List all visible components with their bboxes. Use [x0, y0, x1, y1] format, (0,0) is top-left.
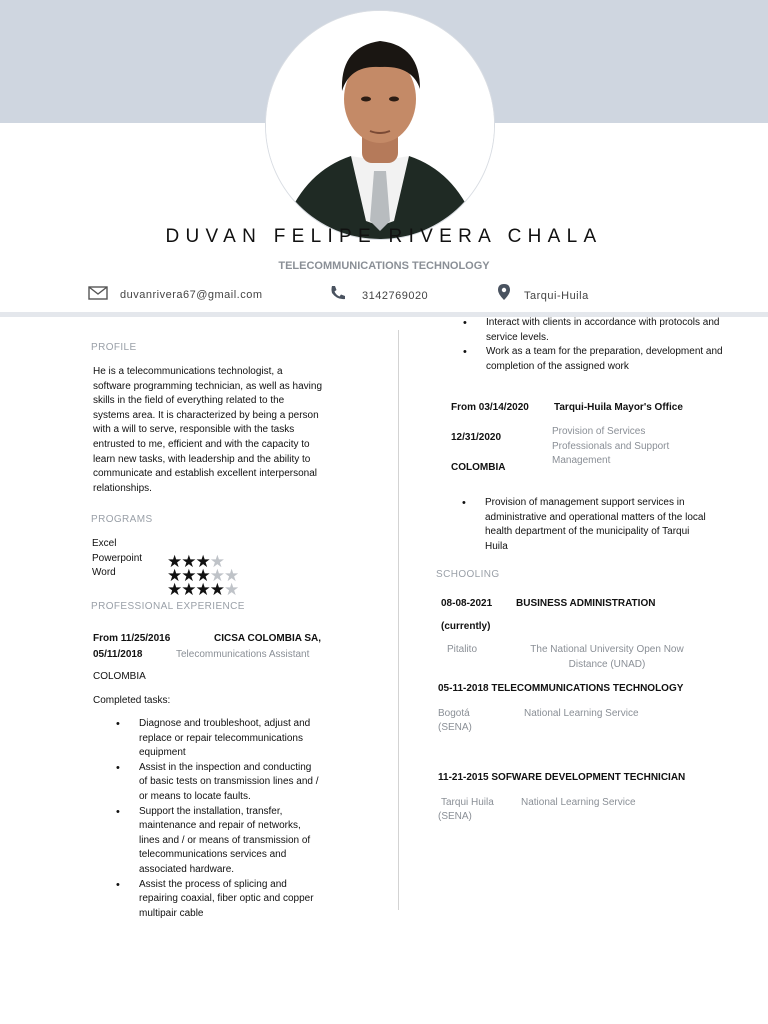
column-divider	[398, 330, 399, 910]
profile-heading: PROFILE	[91, 342, 137, 353]
school-place: Pitalito	[447, 644, 478, 655]
list-item: • Work as a team for the preparation, development and completion of the assigned work	[463, 346, 723, 372]
task-list	[462, 496, 713, 554]
school-note: (currently)	[441, 621, 491, 632]
list-item: • Assist in the inspection and conducting of basic tests on transmission lines and / or means to locate faults.	[116, 761, 319, 802]
person-name: DUVAN FELIPE RIVERA CHALA	[165, 226, 603, 247]
list-item: • Provision of management support services in administrative and operational matters of the local health department of the municipality of Tarqui Huila	[462, 497, 706, 552]
list-item: • Support the installation, transfer, maintenance and repair of networks, lines and / or means of transmission of telecommunications services and associated hardware.	[116, 805, 311, 875]
school-place: Tarqui Huila	[441, 797, 494, 808]
rating-stars: ★★★★★	[167, 580, 239, 599]
school-date: 08-08-2021	[441, 598, 493, 609]
rating-stars: ★★★★	[167, 552, 224, 571]
job-country: COLOMBIA	[93, 671, 146, 682]
phone-number[interactable]: 3142769020	[362, 290, 429, 302]
job-from-date: From 11/25/2016	[93, 633, 171, 644]
job-company: CICSA COLOMBIA SA,	[214, 633, 322, 644]
programs-heading: PROGRAMS	[91, 514, 153, 525]
job-from-date: From 03/14/2020	[451, 402, 529, 413]
job-country: COLOMBIA	[451, 462, 506, 473]
location-text: Tarqui-Huila	[524, 290, 589, 302]
experience-heading: PROFESSIONAL EXPERIENCE	[91, 601, 245, 612]
task-list	[116, 717, 321, 921]
program-name: Word	[92, 567, 116, 578]
task-list-continued	[463, 316, 726, 374]
job-position: Provision of Services Professionals and Support Management	[552, 426, 670, 467]
schooling-heading: SCHOOLING	[436, 569, 500, 580]
job-to-date: 12/31/2020	[451, 432, 502, 443]
list-item: • Diagnose and troubleshoot, adjust and replace or repair telecommunications equipment	[116, 718, 311, 759]
phone-icon	[329, 284, 347, 302]
program-name: Powerpoint	[92, 553, 143, 564]
school-degree: BUSINESS ADMINISTRATION	[516, 598, 656, 609]
job-to-date: 05/11/2018	[93, 649, 143, 660]
job-position: Telecommunications Assistant	[176, 649, 310, 660]
school-heading: 05-11-2018 TELECOMMUNICATIONS TECHNOLOGY	[438, 683, 684, 694]
school-place-detail: (SENA)	[438, 722, 472, 733]
job-company: Tarqui-Huila Mayor's Office	[554, 402, 683, 413]
list-item: • Assist the process of splicing and repairing coaxial, fiber optic and copper multipair cable	[116, 878, 314, 919]
list-item: • Interact with clients in accordance with protocols and service levels.	[463, 317, 720, 343]
profile-photo	[265, 10, 495, 240]
school-institution: The National University Open Now Distance (UNAD)	[530, 644, 684, 670]
job-role: TELECOMMUNICATIONS TECHNOLOGY	[278, 260, 490, 272]
school-place: Bogotá	[438, 708, 470, 719]
school-place-detail: (SENA)	[438, 811, 472, 822]
school-heading: 11-21-2015 SOFWARE DEVELOPMENT TECHNICIAN	[438, 772, 686, 783]
tasks-label: Completed tasks:	[93, 695, 171, 706]
program-name: Excel	[92, 538, 117, 549]
rating-stars: ★★★★★	[167, 566, 239, 585]
school-institution: National Learning Service	[524, 708, 639, 719]
location-pin-icon	[498, 284, 510, 300]
school-institution: National Learning Service	[521, 797, 636, 808]
email-link[interactable]: duvanrivera67@gmail.com	[120, 289, 263, 301]
mail-icon	[88, 286, 108, 300]
profile-text: He is a telecommunications technologist, a software programming technician, as well as having skills in the field of everything related to the systems area. It is characterized by being a person with a will to serve, responsible with the tasks entrusted to me, efficient and with the capacity to learn new tasks, with leadership and the ability to communicate and establish excellent interpersonal relationships.	[93, 366, 322, 494]
